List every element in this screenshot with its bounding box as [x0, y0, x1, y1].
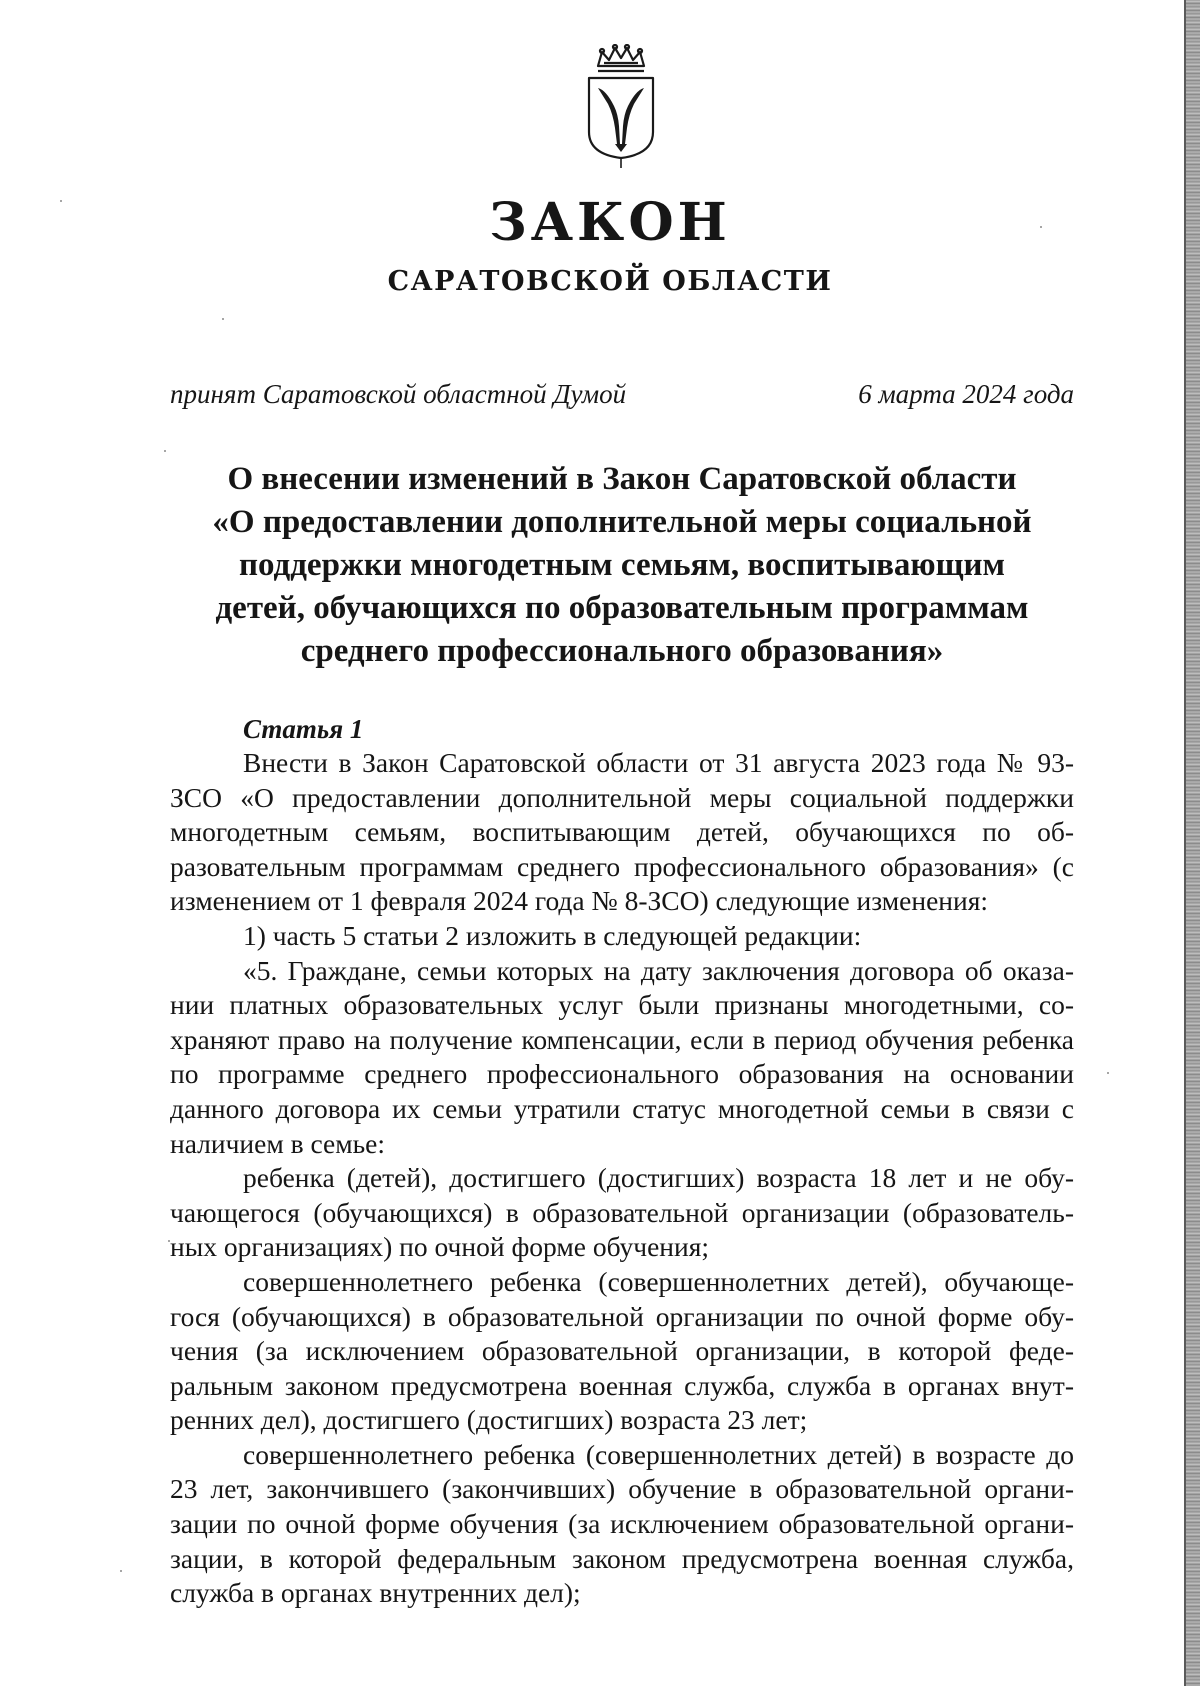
adopted-by: принят Саратовской областной Думой	[170, 379, 627, 409]
article-paragraph: совершеннолетнего ребенка (совершеннолетних детей) в возрасте до 23 лет, закончившего (закончивших) обучение в образовательной организации по очной форме обучения (за исключением образовательной организации, в которой федеральным законом предусмотрена военная служба, служба в органах внутренних дел);	[170, 1438, 1074, 1609]
article-paragraph: 1) часть 5 статьи 2 изложить в следующей редакции:	[243, 919, 862, 951]
document-subtitle: САРАТОВСКОЙ ОБЛАСТИ	[387, 266, 833, 297]
scan-speck	[222, 318, 224, 320]
scan-speck	[120, 1570, 122, 1572]
article-paragraph: совершеннолетнего ребенка (совершеннолетних детей), обучающегося (обучающихся) в образовательной организации по очной форме обучения (за исключением образовательной организации, в которой федеральным законом предусмотрена военная служба, служба в органах внутренних дел), достигшего (достигших) возраста 23 лет;	[170, 1265, 1074, 1436]
article-paragraph: «5. Граждане, семьи которых на дату заключения договора об оказании платных образовательных услуг были признаны многодетными, сохраняют право на получение компенсации, если в период обучения ребенка по программе среднего профессионального образования на основании данного договора их семьи утратили статус многодетной семьи в связи с наличием в семье:	[170, 954, 1074, 1159]
article-paragraph: ребенка (детей), достигшего (достигших) возраста 18 лет и не обучающегося (обучающихся) в образовательной организации (образовательных организациях) по очной форме обучения;	[170, 1162, 1074, 1263]
law-title-line: детей, обучающихся по образовательным программам	[215, 590, 1029, 626]
law-title-line: «О предоставлении дополнительной меры социальной	[212, 504, 1032, 540]
law-title	[150, 458, 1094, 673]
law-title-line: О внесении изменений в Закон Саратовской области	[227, 461, 1017, 497]
document-title: ЗАКОН	[489, 192, 731, 253]
article-paragraph: Внести в Закон Саратовской области от 31 августа 2023 года № 93-ЗСО «О предоставлении дополнительной меры социальной поддержки многодетным семьям, воспитывающим детей, обучающихся по образовательным программам среднего профессионального образования» (с изменением от 1 февраля 2024 года № 8-ЗСО) следующие изменения:	[170, 747, 1074, 917]
article-heading: Статья 1	[243, 714, 364, 744]
adoption-line	[170, 374, 1074, 414]
scan-speck	[1107, 1072, 1109, 1074]
article-body	[170, 746, 1074, 1611]
law-title-line: среднего профессионального образования»	[300, 633, 944, 669]
law-title-line: поддержки многодетным семьям, воспитывающим	[238, 547, 1005, 583]
adoption-date: 6 марта 2024 года	[858, 379, 1074, 409]
scan-speck	[164, 450, 166, 452]
coat-of-arms-emblem	[584, 44, 658, 170]
